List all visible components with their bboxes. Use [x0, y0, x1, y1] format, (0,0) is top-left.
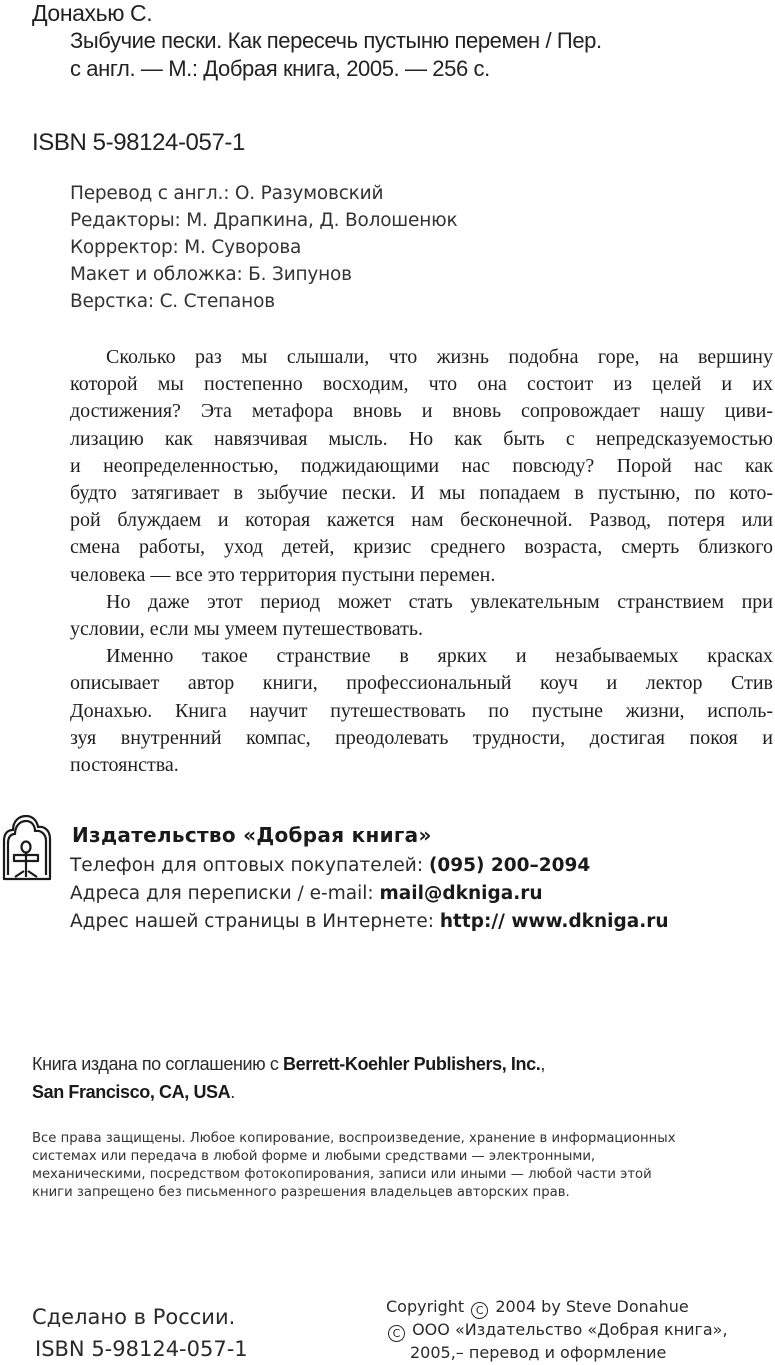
annotation-line: которой мы постепенно восходим, что она состоит из целей и их	[70, 373, 773, 396]
publisher-name: Издательство «Добрая книга»	[72, 823, 432, 847]
annotation-line: смена работы, уход детей, кризис среднего возраста, смерть близкого	[70, 536, 773, 559]
copyright-block	[386, 1296, 728, 1364]
copyright-symbol-icon: C	[471, 1302, 488, 1319]
original-publisher: Berrett-Koehler Publishers, Inc.	[283, 1054, 541, 1074]
credit-editors: Редакторы: М. Драпкина, Д. Волошенюк	[70, 210, 458, 231]
copyright-line-2	[386, 1319, 728, 1342]
agreement-prefix: Книга издана по соглашению с	[32, 1054, 284, 1074]
phone-line	[70, 852, 669, 880]
author-name: Донахью С.	[32, 0, 153, 26]
annotation-line: рой блуждаем и которая кажется нам бесконечной. Развод, потеря или	[70, 509, 773, 532]
email-label: Адреса для переписки / e-mail:	[70, 883, 380, 904]
annotation-paragraph-2	[70, 589, 773, 643]
copyright-symbol-icon: C	[388, 1325, 405, 1342]
publisher-contacts	[70, 852, 669, 936]
isbn-top: ISBN 5-98124-057-1	[32, 129, 245, 156]
rights-line: механическими, посредством фотокопирования, записи или иными — любой части этой	[32, 1167, 652, 1182]
website-label: Адрес нашей страницы в Интернете:	[70, 911, 440, 932]
rights-line: Все права защищены. Любое копирование, воспроизведение, хранение в информационных	[32, 1131, 676, 1146]
rights-line: книги запрещено без письменного разрешения владельцев авторских прав.	[32, 1185, 570, 1200]
annotation-line: и неопределенностью, поджидающими нас повсюду? Порой нас как	[70, 454, 773, 477]
annotation-line: Но даже этот период может стать увлекательным странствием при	[106, 590, 773, 613]
annotation-line: описывает автор книги, профессиональный коуч и лектор Стив	[70, 672, 773, 695]
credit-proofreader: Корректор: М. Суворова	[70, 237, 302, 258]
credit-layout-cover: Макет и обложка: Б. Зипунов	[70, 264, 352, 285]
rights-notice	[32, 1130, 772, 1202]
agreement-period: .	[230, 1082, 235, 1102]
copyright-line-1	[386, 1296, 728, 1319]
annotation-line: лизацию как навязчивая мысль. Но как быть с непредсказуемостью	[70, 427, 773, 450]
annotation-line: Донахью. Книга научит путешествовать по пустыне жизни, исполь-	[70, 699, 773, 722]
annotation-line: будто затягивает в зыбучие пески. И мы попадаем в пустыню, по кото-	[70, 482, 773, 505]
copyright-publisher: ООО «Издательство «Добрая книга»,	[407, 1320, 728, 1339]
annotation-paragraph-1	[70, 344, 773, 589]
made-in-russia: Сделано в России.	[32, 1305, 236, 1329]
annotation-line: условии, если мы умеем путешествовать.	[70, 618, 423, 641]
email-link[interactable]: mail@dkniga.ru	[379, 883, 543, 904]
credit-typesetting: Верстка: С. Степанов	[70, 291, 275, 312]
rights-line: системах или передача в любой форме и любыми средствами — электронными,	[32, 1149, 596, 1164]
book-title-line-2: с англ. — М.: Добрая книга, 2005. — 256 с.	[70, 56, 490, 81]
annotation-paragraph-3	[70, 643, 773, 779]
website-line	[70, 908, 669, 936]
phone-label: Телефон для оптовых покупателей:	[70, 855, 429, 876]
publisher-logo-icon	[2, 813, 54, 881]
credits-list	[70, 180, 457, 315]
annotation-line: Сколько раз мы слышали, что жизнь подобна горе, на вершину	[106, 346, 773, 368]
annotation-line: зуя внутренний компас, преодолевать трудности, достигая покоя и	[70, 726, 773, 749]
copyright-author: 2004 by Steve Donahue	[490, 1297, 689, 1316]
book-title-line-1: Зыбучие пески. Как пересечь пустыню перемен / Пер.	[70, 28, 602, 53]
copyright-prefix: Copyright	[386, 1297, 470, 1316]
annotation-line: постоянства.	[70, 754, 179, 777]
annotation-line: Именно такое странствие в ярких и незабываемых красках	[106, 645, 773, 668]
publisher-location: San Francisco, CA, USA	[32, 1082, 231, 1102]
book-annotation	[70, 344, 773, 779]
credit-translator: Перевод с англ.: О. Разумовский	[70, 183, 384, 204]
annotation-line: достижения? Эта метафора вновь и вновь сопровождает нашу циви-	[70, 400, 773, 423]
agreement-comma: ,	[540, 1054, 545, 1074]
copyright-line-3: 2005,– перевод и оформление	[410, 1343, 667, 1362]
website-link[interactable]: http:// www.dkniga.ru	[439, 911, 669, 932]
publishing-agreement	[32, 1050, 545, 1106]
email-line	[70, 880, 669, 908]
isbn-bottom: ISBN 5-98124-057-1	[35, 1337, 248, 1361]
annotation-line: человека — все это территория пустыни перемен.	[70, 563, 496, 586]
phone-number: (095) 200–2094	[428, 855, 591, 876]
